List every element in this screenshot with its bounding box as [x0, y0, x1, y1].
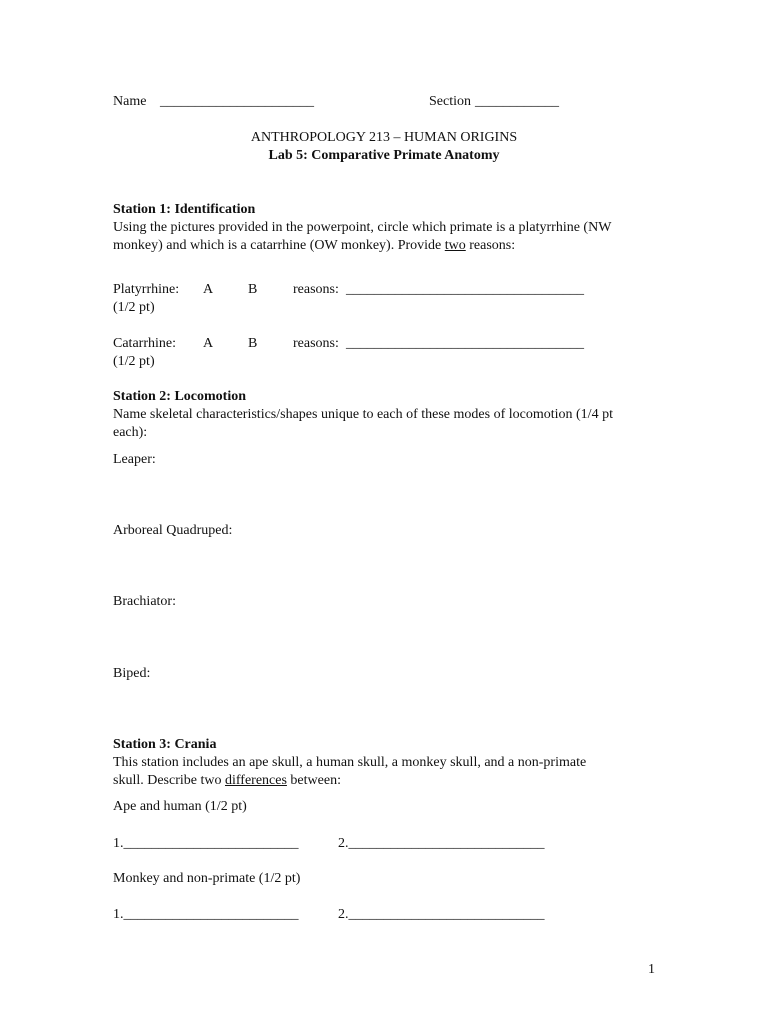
platyrrhine-reasons-label: reasons: [293, 282, 339, 297]
monkey-nonprimate-answer-1[interactable]: 1._________________________ [113, 907, 299, 922]
arboreal-quadruped-label: Arboreal Quadruped: [113, 523, 233, 538]
station3-text-line2 [113, 772, 341, 790]
station2-text-line2: each): [113, 425, 148, 440]
section-label: Section [429, 94, 471, 109]
platyrrhine-reasons-blank[interactable]: __________________________________ [346, 282, 584, 297]
page-number: 1 [648, 962, 655, 977]
station3-text-line2-post: between: [286, 773, 341, 788]
station1-heading: Station 1: Identification [113, 202, 256, 217]
catarrhine-points: (1/2 pt) [113, 354, 155, 369]
catarrhine-reasons-blank[interactable]: __________________________________ [346, 336, 584, 351]
catarrhine-reasons-label: reasons: [293, 336, 339, 351]
station3-text-line2-pre: skull. Describe two [113, 773, 225, 788]
ape-human-answer-1[interactable]: 1._________________________ [113, 836, 299, 851]
leaper-label: Leaper: [113, 452, 156, 467]
catarrhine-label: Catarrhine: [113, 336, 176, 351]
station3-text-line2-underlined: differences [224, 773, 287, 788]
station1-text-line2 [113, 237, 515, 255]
catarrhine-option-a[interactable]: A [203, 336, 214, 351]
name-label: Name [113, 94, 147, 109]
ape-human-answer-2[interactable]: 2.____________________________ [338, 836, 545, 851]
monkey-nonprimate-answer-2[interactable]: 2.____________________________ [338, 907, 545, 922]
station1-text-line2-post: reasons: [465, 238, 516, 253]
section-blank: ____________ [475, 94, 559, 109]
station1-text-line2-pre: monkey) and which is a catarrhine (OW monkey). Provide [113, 238, 445, 253]
station1-text-line1: Using the pictures provided in the powerpoint, circle which primate is a platyrrhine (NW [113, 220, 612, 235]
catarrhine-option-b[interactable]: B [248, 336, 258, 351]
platyrrhine-points: (1/2 pt) [113, 300, 155, 315]
platyrrhine-option-b[interactable]: B [248, 282, 258, 297]
lab-title: Lab 5: Comparative Primate Anatomy [268, 148, 500, 163]
station3-text-line1: This station includes an ape skull, a human skull, a monkey skull, and a non-primate [113, 755, 587, 770]
brachiator-label: Brachiator: [113, 594, 176, 609]
name-blank: ______________________ [160, 94, 314, 109]
biped-label: Biped: [113, 666, 151, 681]
platyrrhine-label: Platyrrhine: [113, 282, 180, 297]
course-title: ANTHROPOLOGY 213 – HUMAN ORIGINS [250, 130, 518, 145]
station2-heading: Station 2: Locomotion [113, 389, 246, 404]
station2-text-line1: Name skeletal characteristics/shapes unique to each of these modes of locomotion (1/4 pt [113, 407, 613, 422]
station1-text-line2-underlined: two [444, 238, 466, 253]
station3-heading: Station 3: Crania [113, 737, 217, 752]
monkey-nonprimate-label: Monkey and non-primate (1/2 pt) [113, 871, 301, 886]
platyrrhine-option-a[interactable]: A [203, 282, 214, 297]
ape-human-label: Ape and human (1/2 pt) [113, 799, 247, 814]
